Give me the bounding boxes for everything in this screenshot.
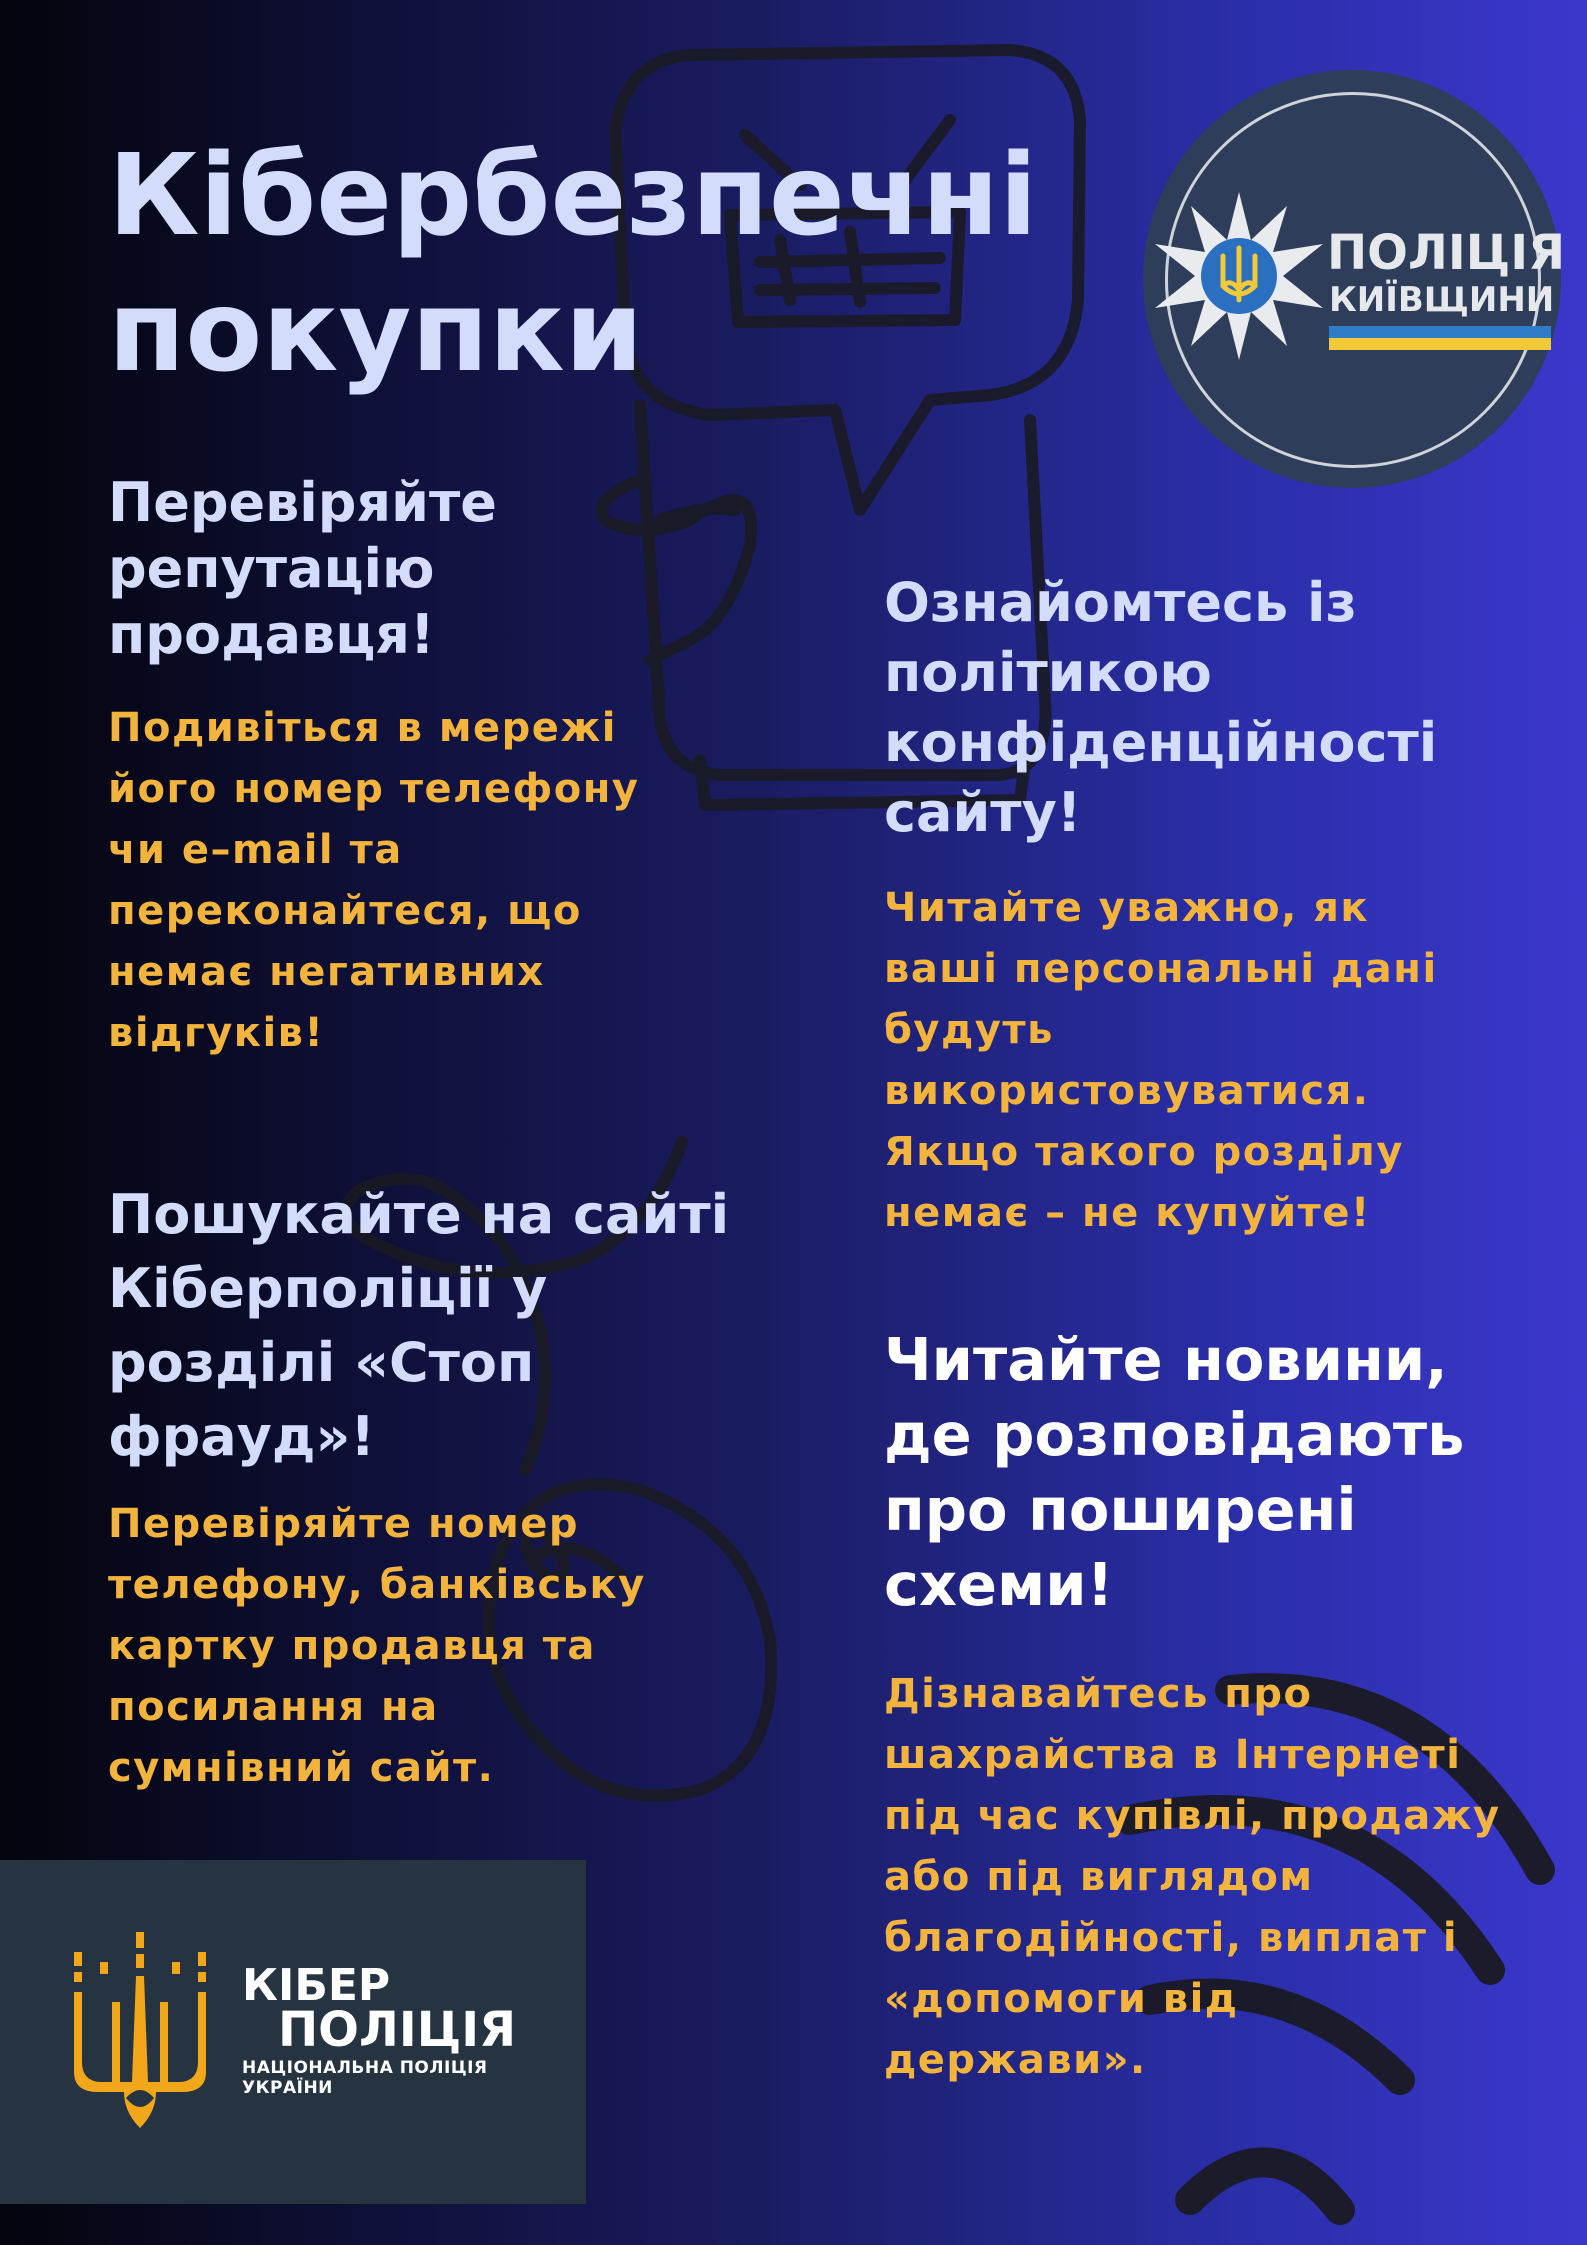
logo-word-kiber: КІБЕР (242, 1960, 391, 2011)
trident-icon (72, 1932, 208, 2132)
tip-privacy-policy (884, 568, 1438, 1244)
logo-word-politsiia: ПОЛІЦІЯ (278, 2002, 517, 2058)
tip-body: Читайте уважно, як ваші персональні дані будуть використовуватися. Якщо такого розділу немає – не купуйте! (884, 885, 1438, 1236)
page-title (108, 128, 1068, 400)
tip-stop-fraud (108, 1178, 729, 1799)
tip-heading: Ознайомтесь із політикою конфіденційності сайту! (884, 571, 1438, 844)
tip-heading: Пошукайте на сайті Кіберполіції у розділі «Стоп фрауд»! (108, 1183, 730, 1468)
flag-stripe-yellow (1329, 338, 1551, 350)
title-line: покупки (108, 267, 644, 397)
tip-heading: Читайте новини, де розповідають про поширені схеми! (884, 1325, 1465, 1619)
police-star-icon (1145, 182, 1333, 370)
flag-stripe-blue (1329, 326, 1551, 338)
badge-title-line2: КИЇВЩИНИ (1329, 280, 1555, 320)
tip-body: Дізнавайтесь про шахрайства в Інтернеті під час купівлі, продажу або під виглядом благодійності, виплат і «допомоги від держави». (884, 1671, 1501, 2083)
title-line: Кібербезпечні (108, 131, 1038, 261)
logo-subtitle-line1: НАЦІОНАЛЬНА ПОЛІЦІЯ (242, 2058, 488, 2078)
police-kyiv-region-badge (1143, 70, 1566, 488)
cyber-police-logo (0, 1860, 586, 2204)
tip-body: Перевіряйте номер телефону, банківську картку продавця та посилання на сумнівний сайт. (108, 1501, 646, 1791)
tip-heading: Перевіряйте репутацію продавця! (108, 471, 497, 666)
badge-title-line1: ПОЛІЦІЯ (1327, 225, 1566, 281)
tip-body: Подивіться в мережі його номер телефону чи e–mail та переконайтеся, що немає негативних відгуків! (108, 705, 640, 1056)
tip-read-news (884, 1322, 1501, 2091)
tip-seller-reputation (108, 470, 639, 1064)
logo-subtitle-line2: УКРАЇНИ (242, 2078, 333, 2098)
